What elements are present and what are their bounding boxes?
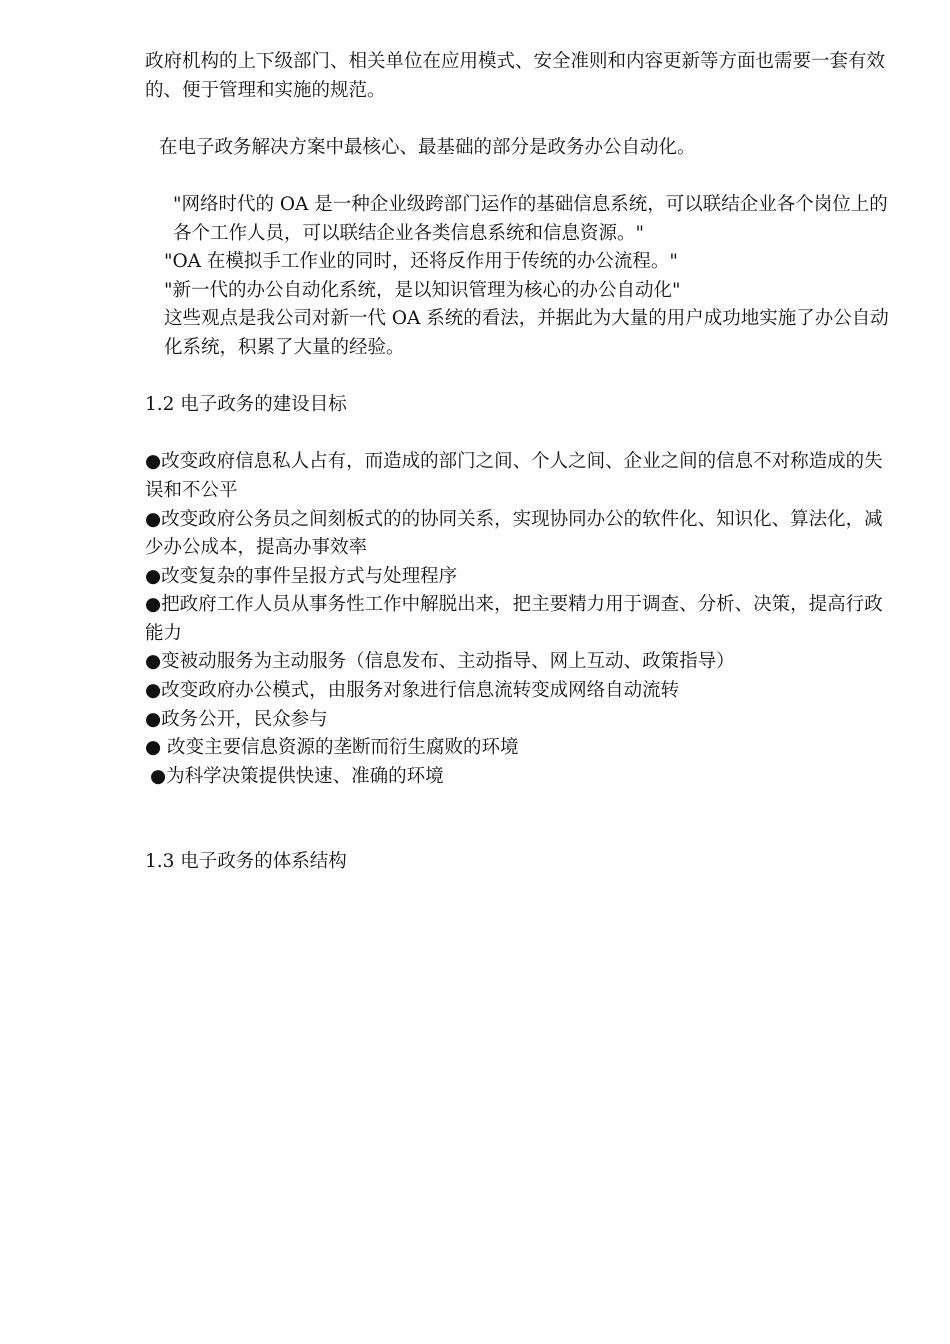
goal-bullet-1: ●改变政府信息私人占有，而造成的部门之间、个人之间、企业之间的信息不对称造成的失误和不公平 <box>145 451 883 501</box>
goal-bullet-2: ●改变政府公务员之间刻板式的的协同关系，实现协同办公的软件化、知识化、算法化，减少办公成本，提高办事效率 <box>145 508 883 559</box>
section-heading-1-3: 1.3 电子政务的体系结构 <box>145 851 347 873</box>
goal-bullet-7: ●政务公开，民众参与 <box>145 708 328 730</box>
quote-2: "OA 在模拟手工作业的同时，还将反作用于传统的办公流程。" <box>164 251 678 273</box>
goal-bullet-8: ● 改变主要信息资源的垄断而衍生腐败的环境 <box>145 737 519 759</box>
intro-paragraph-2: 在电子政务解决方案中最核心、最基础的部分是政务办公自动化。 <box>159 136 696 158</box>
goal-bullet-3: ●改变复杂的事件呈报方式与处理程序 <box>145 565 458 587</box>
document-body <box>145 48 890 877</box>
spacer <box>145 162 890 191</box>
spacer <box>145 105 890 134</box>
goal-bullet-6: ●改变政府办公模式，由服务对象进行信息流转变成网络自动流转 <box>145 680 680 702</box>
quote-1: "网络时代的 OA 是一种企业级跨部门运作的基础信息系统，可以联结企业各个岗位上的各个工作人员，可以联结企业各类信息系统和信息资源。" <box>173 193 888 244</box>
intro-paragraph-3: 这些观点是我公司对新一代 OA 系统的看法，并据此为大量的用户成功地实施了办公自动化系统，积累了大量的经验。 <box>164 308 889 358</box>
goal-bullet-5: ●变被动服务为主动服务（信息发布、主动指导、网上互动、政策指导） <box>145 651 735 673</box>
goal-bullet-4: ●把政府工作人员从事务性工作中解脱出来，把主要精力用于调查、分析、决策，提高行政能力 <box>145 594 883 644</box>
goal-bullet-9: ●为科学决策提供快速、准确的环境 <box>150 765 444 787</box>
spacer <box>145 791 890 848</box>
spacer <box>145 363 890 392</box>
intro-paragraph-1: 政府机构的上下级部门、相关单位在应用模式、安全准则和内容更新等方面也需要一套有效的、便于管理和实施的规范。 <box>145 51 886 101</box>
spacer <box>145 420 890 449</box>
quote-3: "新一代的办公自动化系统，是以知识管理为核心的办公自动化" <box>164 279 681 301</box>
section-heading-1-2: 1.2 电子政务的建设目标 <box>145 394 347 416</box>
